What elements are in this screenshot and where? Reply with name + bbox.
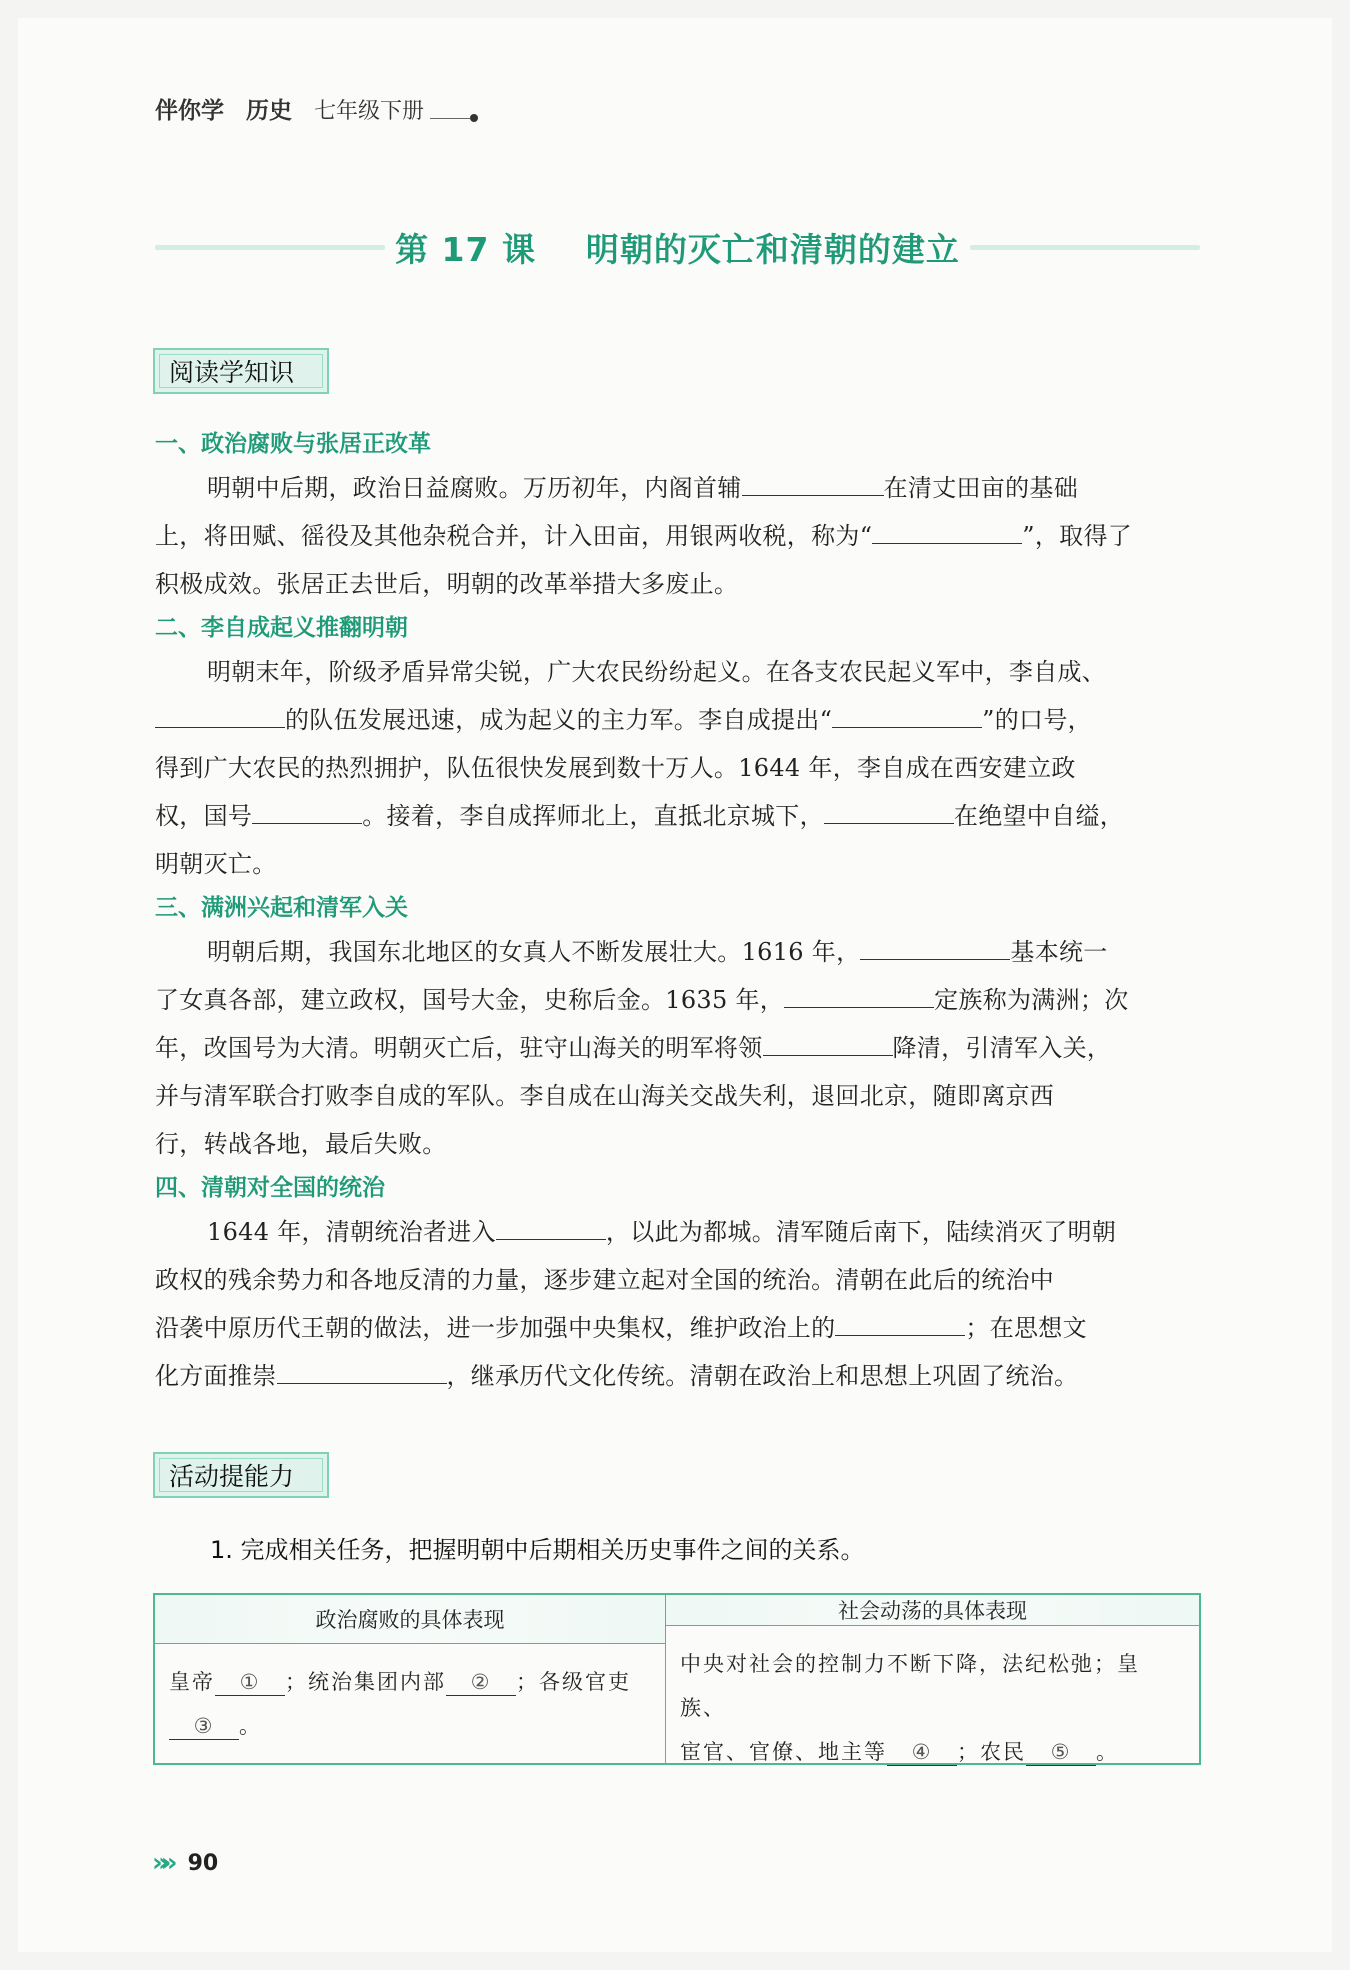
relation-table	[153, 1593, 1201, 1765]
answer-blank-4[interactable]: ④	[887, 1739, 957, 1766]
chevron-right-icon: »»	[152, 1848, 170, 1878]
text-run: 积极成效。张居正去世后，明朝的改革举措大多废止。	[155, 570, 739, 598]
fill-blank[interactable]	[784, 979, 934, 1008]
text-run: 宦官、官僚、地主等	[680, 1740, 887, 1764]
text-run: 权，国号	[155, 802, 253, 830]
title-decor-right	[970, 245, 1200, 250]
text-run: ；在思想文	[965, 1314, 1087, 1342]
text-run: ；各级官吏	[516, 1670, 631, 1694]
text-run: 了女真各部，建立政权，国号大金，史称后金。1635 年，	[155, 986, 785, 1014]
text-run: 中央对社会的控制力不断下降，法纪松弛；皇族、	[680, 1652, 1140, 1720]
part-paragraph	[155, 1208, 1202, 1400]
section-label-text: 阅读学知识	[169, 358, 295, 387]
part-heading: 二、李自成起义推翻明朝	[155, 615, 408, 641]
text-run: ”的口号，	[982, 706, 1092, 734]
text-run: 明朝末年，阶级矛盾异常尖锐，广大农民纷纷起义。在各支农民起义军中，李自成、	[207, 658, 1107, 686]
page-number: 90	[187, 1850, 219, 1876]
text-run: 皇帝	[169, 1670, 215, 1694]
text-run: ；统治集团内部	[285, 1670, 446, 1694]
fill-blank[interactable]	[277, 1355, 447, 1384]
text-run: 基本统一	[1010, 938, 1108, 966]
fill-blank[interactable]	[835, 1307, 965, 1336]
table-cell	[666, 1626, 1199, 1774]
part-paragraph	[155, 928, 1202, 1168]
fill-blank[interactable]	[763, 1027, 893, 1056]
part-heading: 四、清朝对全国的统治	[155, 1175, 385, 1201]
reading-content	[155, 424, 1202, 1400]
lesson-title-bar	[155, 222, 1200, 272]
text-run: 上，将田赋、徭役及其他杂税合并，计入田亩，用银两收税，称为“	[155, 522, 873, 550]
text-run: 沿袭中原历代王朝的做法，进一步加强中央集权，维护政治上的	[155, 1314, 836, 1342]
text-run: ，继承历代文化传统。清朝在政治上和思想上巩固了统治。	[446, 1362, 1079, 1390]
header-grade: 七年级下册	[314, 99, 425, 124]
text-run: 降清，引清军入关，	[892, 1034, 1112, 1062]
text-run: 年，改国号为大清。明朝灭亡后，驻守山海关的明军将领	[155, 1034, 763, 1062]
text-run: 明朝后期，我国东北地区的女真人不断发展壮大。1616 年，	[207, 938, 861, 966]
text-run: ”，取得了	[1022, 522, 1133, 550]
text-run: 并与清军联合打败李自成的军队。李自成在山海关交战失利，退回北京，随即离京西	[155, 1082, 1055, 1110]
answer-blank-5[interactable]: ⑤	[1026, 1739, 1096, 1766]
fill-blank[interactable]	[742, 467, 884, 496]
fill-blank[interactable]	[832, 699, 982, 728]
part-paragraph	[155, 464, 1202, 608]
text-run: 。接着，李自成挥师北上，直抵北京城下，	[362, 802, 824, 830]
text-run: 。	[239, 1714, 262, 1738]
text-run: 1644 年，清朝统治者进入	[207, 1218, 496, 1246]
fill-blank[interactable]	[252, 795, 362, 824]
fill-blank[interactable]	[860, 931, 1010, 960]
text-run: ，以此为都城。清军随后南下，陆续消灭了明朝	[605, 1218, 1117, 1246]
text-run: 得到广大农民的热烈拥护，队伍很快发展到数十万人。1644 年，李自成在西安建立政	[155, 754, 1076, 782]
section-label-read	[153, 348, 329, 394]
fill-blank[interactable]	[496, 1211, 606, 1240]
text-run: 在清丈田亩的基础	[883, 474, 1079, 502]
fill-blank[interactable]	[155, 699, 285, 728]
fill-blank[interactable]	[872, 515, 1022, 544]
text-run: 政权的残余势力和各地反清的力量，逐步建立起对全国的统治。清朝在此后的统治中	[155, 1266, 1055, 1294]
text-run: 明朝灭亡。	[155, 850, 277, 878]
table-header-cell: 社会动荡的具体表现	[666, 1595, 1199, 1626]
text-run: 的队伍发展迅速，成为起义的主力军。李自成提出“	[285, 706, 833, 734]
answer-blank-1[interactable]: ①	[215, 1669, 285, 1696]
table-header-cell: 政治腐败的具体表现	[155, 1595, 665, 1644]
text-run: 。	[1096, 1740, 1119, 1764]
table-cell	[155, 1644, 665, 1763]
part-paragraph	[155, 648, 1202, 888]
table-column-right	[666, 1595, 1199, 1763]
fill-blank[interactable]	[824, 795, 954, 824]
page-footer	[152, 1848, 218, 1878]
text-run: 在绝望中自缢，	[953, 802, 1125, 830]
part-heading: 一、政治腐败与张居正改革	[155, 431, 431, 457]
text-run: 明朝中后期，政治日益腐败。万历初年，内阁首辅	[207, 474, 742, 502]
header-subject: 历史	[246, 97, 292, 124]
text-run: ；农民	[957, 1740, 1026, 1764]
answer-blank-2[interactable]: ②	[446, 1669, 516, 1696]
part-heading: 三、满洲兴起和清军入关	[155, 895, 408, 921]
answer-blank-3[interactable]: ③	[169, 1713, 239, 1740]
text-run: 化方面推崇	[155, 1362, 277, 1390]
title-decor-left	[155, 245, 385, 250]
header-book: 伴你学	[155, 97, 224, 124]
running-header	[155, 92, 478, 125]
header-rule	[430, 118, 470, 119]
section-label-activity	[153, 1452, 329, 1498]
text-run: 行，转战各地，最后失败。	[155, 1130, 447, 1158]
lesson-title: 第 17 课 明朝的灭亡和清朝的建立	[385, 224, 970, 271]
section-label-text: 活动提能力	[169, 1462, 295, 1491]
header-dot-icon	[470, 114, 478, 122]
table-column-left	[155, 1595, 666, 1763]
text-run: 定族称为满洲；次	[934, 986, 1129, 1014]
question-1: 1. 完成相关任务，把握明朝中后期相关历史事件之间的关系。	[210, 1536, 865, 1564]
